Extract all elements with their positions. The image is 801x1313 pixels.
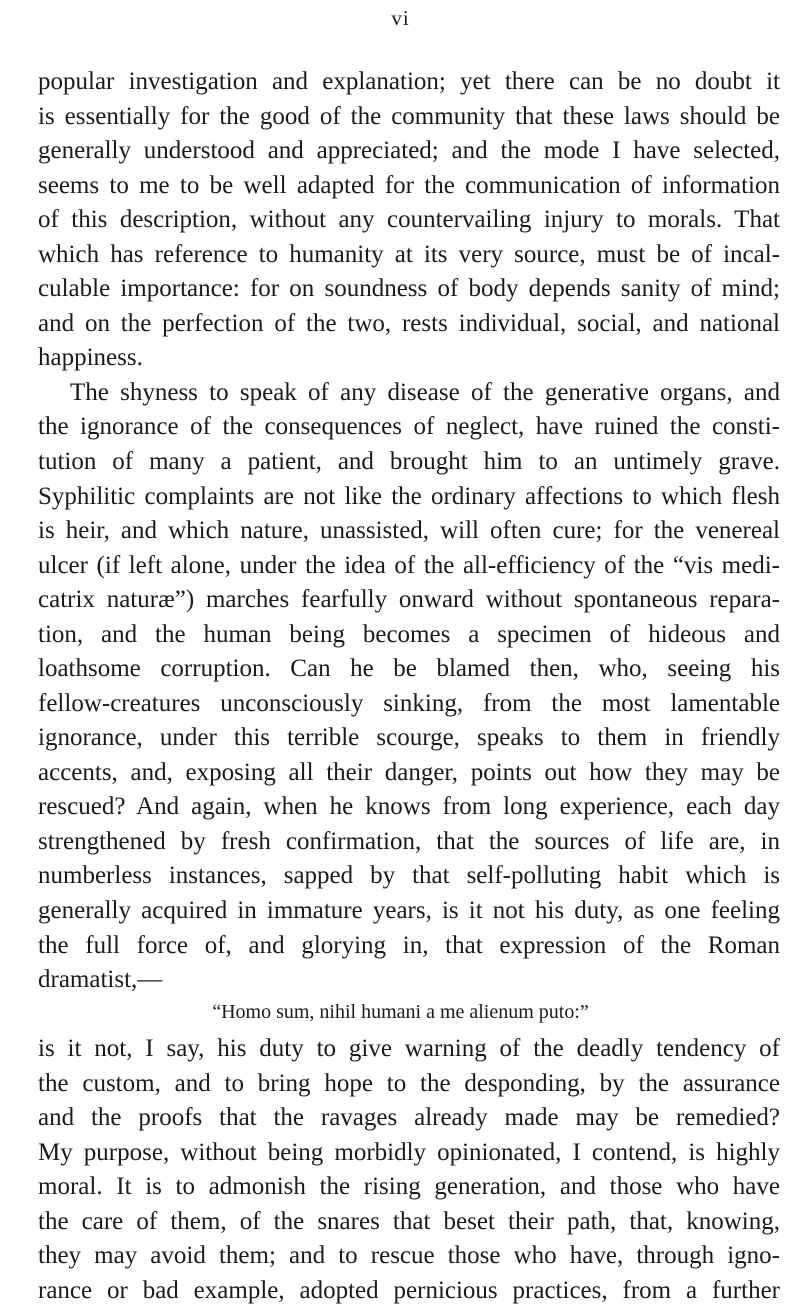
paragraph-1-line-7: culable importance: for on soundness of body depends sanity of mind;	[38, 275, 780, 303]
paragraph-2-line-14: strengthened by fresh confirmation, that the sources of life are, in	[38, 827, 780, 855]
latin-quotation: “Homo sum, nihil humani a me alienum puto:”	[212, 1000, 589, 1023]
paragraph-3-line-4: My purpose, without being morbidly opinionated, I contend, is highly	[38, 1138, 780, 1166]
paragraph-1-line-9: happiness.	[38, 344, 143, 372]
paragraph-3-line-3: and the proofs that the ravages already made may be remedied?	[38, 1104, 780, 1132]
paragraph-2-line-11: ignorance, under this terrible scourge, speaks to them in friendly	[38, 724, 780, 752]
paragraph-2-line-16: generally acquired in immature years, is it not his duty, as one feeling	[38, 897, 780, 925]
paragraph-2-line-13: rescued? And again, when he knows from long experience, each day	[38, 793, 780, 821]
paragraph-2-line-4: Syphilitic complaints are not like the ordinary affections to which flesh	[38, 482, 780, 510]
paragraph-3-line-7: they may avoid them; and to rescue those who have, through igno-	[38, 1242, 780, 1270]
paragraph-2-line-3: tution of many a patient, and brought him to an untimely grave.	[38, 447, 780, 475]
paragraph-3-line-1: is it not, I say, his duty to give warning of the deadly tendency of	[38, 1035, 780, 1063]
paragraph-2-line-1: The shyness to speak of any disease of the generative organs, and	[70, 378, 780, 406]
paragraph-1-line-3: generally understood and appreciated; and the mode I have selected,	[38, 137, 780, 165]
paragraph-2-line-2: the ignorance of the consequences of neglect, have ruined the consti-	[38, 413, 780, 441]
page-number: vi	[391, 6, 410, 30]
paragraph-2-line-15: numberless instances, sapped by that self-polluting habit which is	[38, 862, 780, 890]
paragraph-1-line-6: which has reference to humanity at its very source, must be of incal-	[38, 240, 780, 268]
paragraph-2-line-8: tion, and the human being becomes a specimen of hideous and	[38, 620, 780, 648]
paragraph-1-line-4: seems to me to be well adapted for the communication of information	[38, 171, 780, 199]
paragraph-1-line-2: is essentially for the good of the community that these laws should be	[38, 102, 780, 130]
paragraph-3-line-5: moral. It is to admonish the rising generation, and those who have	[38, 1173, 780, 1201]
paragraph-2-line-17: the full force of, and glorying in, that expression of the Roman	[38, 931, 780, 959]
paragraph-2-line-18: dramatist,—	[38, 966, 163, 994]
paragraph-1-line-5: of this description, without any countervailing injury to morals. That	[38, 206, 780, 234]
paragraph-2-line-7: catrix naturæ”) marches fearfully onward without spontaneous repara-	[38, 586, 780, 614]
paragraph-3-line-8: rance or bad example, adopted pernicious practices, from a further	[38, 1277, 780, 1304]
paragraph-1-line-1: popular investigation and explanation; yet there can be no doubt it	[38, 68, 780, 95]
paragraph-2-line-10: fellow-creatures unconsciously sinking, from the most lamentable	[38, 689, 780, 717]
paragraph-3-line-6: the care of them, of the snares that beset their path, that, knowing,	[38, 1207, 780, 1235]
paragraph-2-line-5: is heir, and which nature, unassisted, will often cure; for the venereal	[38, 517, 780, 545]
paragraph-2-line-9: loathsome corruption. Can he be blamed then, who, seeing his	[38, 655, 780, 683]
paragraph-1-line-8: and on the perfection of the two, rests individual, social, and national	[38, 309, 780, 337]
paragraph-2-line-12: accents, and, exposing all their danger, points out how they may be	[38, 758, 780, 786]
paragraph-3-line-2: the custom, and to bring hope to the desponding, by the assurance	[38, 1069, 780, 1097]
paragraph-2-line-6: ulcer (if left alone, under the idea of the all-efficiency of the “vis medi-	[38, 551, 780, 579]
